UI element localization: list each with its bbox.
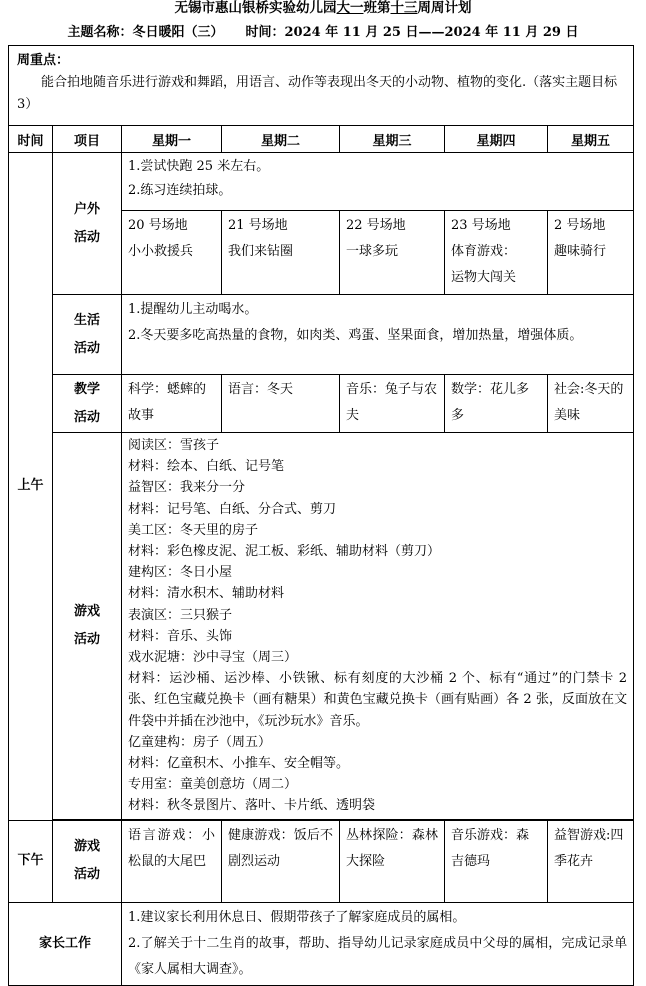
outdoor-wednesday: 22 号场地 一球多玩 — [340, 211, 445, 295]
focus-heading: 周重点： — [17, 53, 70, 68]
game-line: 材料：亿童积木、小推车、安全帽等。 — [128, 756, 350, 772]
subtitle — [0, 23, 646, 43]
header-row — [9, 126, 634, 153]
page-title — [0, 0, 646, 20]
game-line: 材料：秋冬景图片、落叶、卡片纸、透明袋 — [128, 798, 376, 814]
afternoon-thursday: 音乐游戏：森吉德玛 — [445, 820, 548, 902]
outdoor-monday: 20 号场地 小小救援兵 — [122, 211, 222, 295]
header-time: 时间 — [9, 126, 53, 153]
header-monday: 星期一 — [122, 126, 222, 153]
games-row — [9, 433, 634, 820]
game-line: 材料：彩色橡皮泥、泥工板、彩纸、辅助材料（剪刀） — [128, 544, 441, 560]
game-line: 阅读区：雪孩子 — [128, 438, 220, 453]
life-line: 1.提醒幼儿主动喝水。 — [128, 302, 258, 317]
teaching-monday: 科学：蟋蟀的故事 — [122, 375, 222, 433]
outdoor-goal: 2.练习连续拍球。 — [128, 183, 232, 198]
game-line: 亿童建构：房子（周五） — [128, 734, 272, 750]
outdoor-label: 户外活动 — [53, 153, 122, 295]
life-cell — [122, 295, 634, 375]
teaching-thursday: 数学：花儿多多 — [445, 375, 548, 433]
outdoor-thursday: 23 号场地 体育游戏： 运物大闯关 — [445, 211, 548, 295]
games-cell — [122, 433, 634, 820]
game-line: 建构区：冬日小屋 — [128, 565, 233, 581]
teaching-label: 教学活动 — [53, 375, 122, 433]
title-class-name: 大一 — [336, 0, 364, 16]
title-suffix: 周周计划 — [417, 0, 472, 16]
parents-label: 家长工作 — [9, 902, 122, 985]
game-line: 美工区：冬天里的房子 — [128, 522, 259, 538]
games-label: 游戏活动 — [53, 433, 122, 820]
outdoor-goals-cell — [122, 153, 634, 211]
game-line: 戏水泥塘：沙中寻宝（周三） — [128, 650, 298, 666]
header-tuesday: 星期二 — [222, 126, 340, 153]
time-range-label: 时间：2024 年 11 月 25 日——2024 年 11 月 29 日 — [245, 25, 579, 40]
outdoor-goals-row — [9, 153, 634, 211]
game-line: 专用室：童美创意坊（周二） — [128, 777, 298, 793]
focus-cell — [9, 46, 634, 126]
parents-line: 2.了解关于十二生肖的故事，帮助、指导幼儿记录家庭成员中父母的属相，完成记录单《家人属相大调查》。 — [128, 935, 628, 977]
life-row — [9, 295, 634, 375]
header-thursday: 星期四 — [445, 126, 548, 153]
focus-text: 能合拍地随音乐进行游戏和舞蹈，用语言、动作等表现出冬天的小动物、植物的变化.（落实主题目标 3） — [17, 75, 618, 112]
header-wednesday: 星期三 — [340, 126, 445, 153]
teaching-row — [9, 375, 634, 433]
parents-line: 1.建议家长利用休息日、假期带孩子了解家庭成员的属相。 — [128, 909, 466, 925]
teaching-wednesday: 音乐：兔子与农夫 — [340, 375, 445, 433]
header-friday: 星期五 — [548, 126, 634, 153]
game-line: 材料：清水积木、辅助材料 — [128, 586, 285, 602]
afternoon-tuesday: 健康游戏：饭后不剧烈运动 — [222, 820, 340, 902]
parents-cell — [122, 902, 634, 985]
teaching-friday: 社会:冬天的美味 — [548, 375, 634, 433]
game-line: 材料：记号笔、白纸、分合式、剪刀 — [128, 501, 337, 517]
afternoon-row — [9, 820, 634, 902]
outdoor-friday: 2 号场地 趣味骑行 — [548, 211, 634, 295]
title-week-number: 十三 — [390, 0, 418, 16]
life-line: 2.冬天要多吃高热量的食物，如肉类、鸡蛋、坚果面食，增加热量，增强体质。 — [128, 328, 583, 343]
afternoon-games-label: 游戏活动 — [53, 820, 122, 902]
header-item: 项目 — [53, 126, 122, 153]
life-label: 生活活动 — [53, 295, 122, 375]
title-middle: 班第 — [363, 0, 391, 16]
afternoon-friday: 益智游戏:四季花卉 — [548, 820, 634, 902]
game-line: 材料：绘本、白纸、记号笔 — [128, 459, 285, 475]
outdoor-tuesday: 21 号场地 我们来钻圈 — [222, 211, 340, 295]
game-line: 益智区：我来分一分 — [128, 480, 246, 496]
game-line: 材料：音乐、头饰 — [128, 628, 233, 644]
title-prefix: 无锡市惠山银桥实验幼儿园 — [174, 0, 337, 16]
afternoon-wednesday: 丛林探险：森林大探险 — [340, 820, 445, 902]
afternoon-label: 下午 — [9, 820, 53, 902]
outdoor-goal: 1.尝试快跑 25 米左右。 — [128, 159, 270, 174]
morning-label: 上午 — [9, 153, 53, 821]
weekly-plan-table — [8, 45, 634, 986]
afternoon-monday: 语言游戏：小松鼠的大尾巴 — [122, 820, 222, 902]
parents-row — [9, 902, 634, 985]
teaching-tuesday: 语言：冬天 — [222, 375, 340, 433]
game-line: 材料：运沙桶、运沙棒、小铁锹、标有刻度的大沙桶 2 个、标有“通过”的门禁卡 2 张、红色宝藏兑换卡（画有糖果）和黄色宝藏兑换卡（画有贴画）各 2 张，反面放在文件袋中并插在沙池中，《玩沙玩水》音乐。 — [128, 671, 628, 729]
game-line: 表演区：三只猴子 — [128, 607, 233, 623]
focus-row — [9, 46, 634, 126]
theme-label: 主题名称：冬日暖阳（三） — [67, 25, 224, 40]
